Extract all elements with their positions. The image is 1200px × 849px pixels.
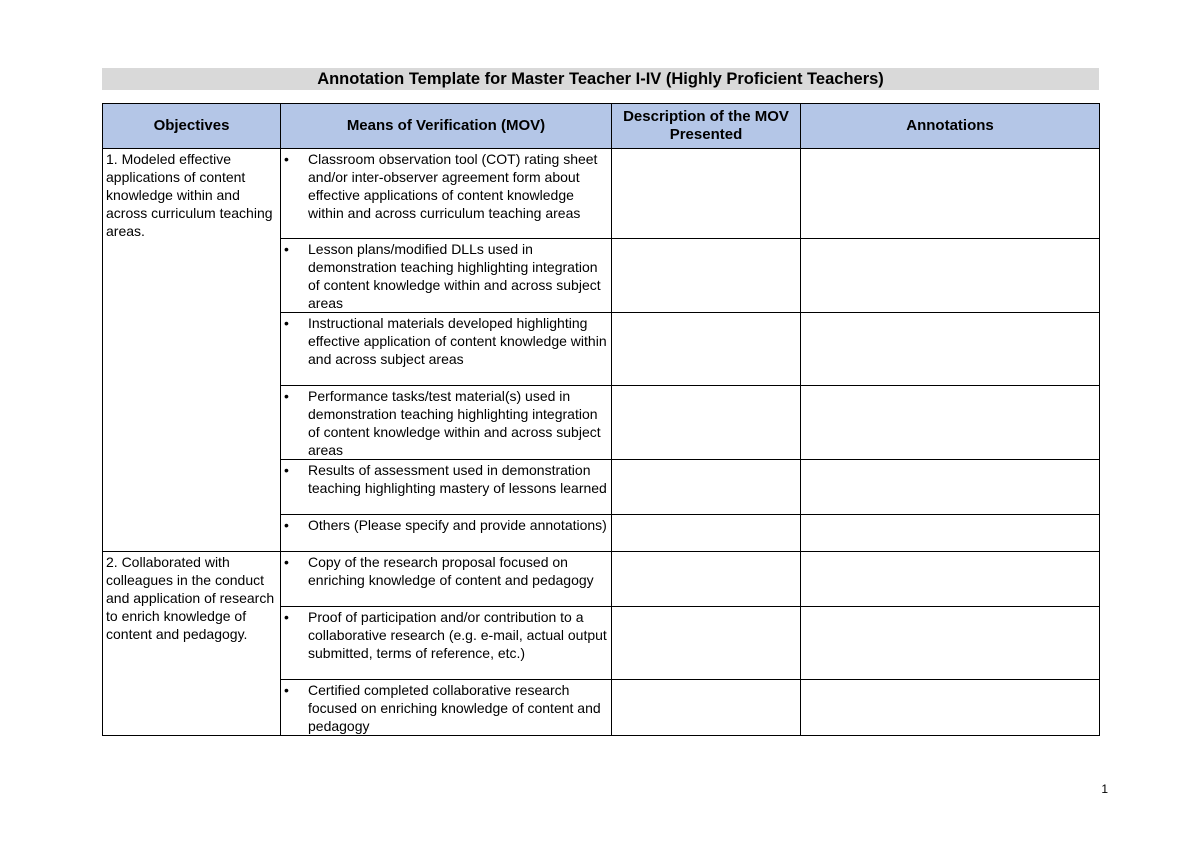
- mov-text: Certified completed collaborative research focused on enriching knowledge of content and pedagogy: [308, 682, 601, 734]
- mov-text: Proof of participation and/or contribution to a collaborative research (e.g. e-mail, actual output submitted, terms of reference, etc.): [308, 609, 607, 661]
- annotation-cell[interactable]: [801, 460, 1100, 515]
- mov-text: Results of assessment used in demonstration teaching highlighting mastery of lessons learned: [308, 462, 607, 496]
- annotation-cell[interactable]: [801, 149, 1100, 239]
- description-cell[interactable]: [612, 239, 801, 313]
- table-row: [103, 149, 1100, 239]
- bullet-icon: •: [284, 609, 289, 625]
- mov-cell: [281, 460, 612, 515]
- table-header-row: [103, 104, 1100, 149]
- annotation-cell[interactable]: [801, 313, 1100, 386]
- annotation-cell[interactable]: [801, 552, 1100, 607]
- description-cell[interactable]: [612, 313, 801, 386]
- header-mov: Means of Verification (MOV): [281, 104, 612, 149]
- mov-cell: [281, 386, 612, 460]
- mov-text: Lesson plans/modified DLLs used in demonstration teaching highlighting integration of content knowledge within and across subject areas: [308, 241, 601, 311]
- annotation-cell[interactable]: [801, 239, 1100, 313]
- header-description: Description of the MOV Presented: [612, 104, 801, 149]
- bullet-icon: •: [284, 241, 289, 257]
- annotation-cell[interactable]: [801, 680, 1100, 736]
- bullet-icon: •: [284, 517, 289, 533]
- mov-text: Classroom observation tool (COT) rating sheet and/or inter-observer agreement form about effective applications of content knowledge within and across curriculum teaching areas: [308, 151, 598, 221]
- annotation-cell[interactable]: [801, 607, 1100, 680]
- description-cell[interactable]: [612, 460, 801, 515]
- mov-cell: [281, 239, 612, 313]
- description-cell[interactable]: [612, 552, 801, 607]
- bullet-icon: •: [284, 315, 289, 331]
- bullet-icon: •: [284, 151, 289, 167]
- description-cell[interactable]: [612, 607, 801, 680]
- annotation-table: [102, 103, 1100, 736]
- header-objectives: Objectives: [103, 104, 281, 149]
- mov-cell: [281, 149, 612, 239]
- mov-text: Performance tasks/test material(s) used in demonstration teaching highlighting integration of content knowledge within and across subject areas: [308, 388, 601, 458]
- objective-cell: 1. Modeled effective applications of content knowledge within and across curriculum teaching areas.: [103, 149, 281, 552]
- mov-cell: [281, 552, 612, 607]
- mov-text: Copy of the research proposal focused on enriching knowledge of content and pedagogy: [308, 554, 594, 588]
- mov-text: Others (Please specify and provide annotations): [308, 517, 607, 533]
- bullet-icon: •: [284, 388, 289, 404]
- mov-cell: [281, 515, 612, 552]
- description-cell[interactable]: [612, 680, 801, 736]
- bullet-icon: •: [284, 682, 289, 698]
- description-cell[interactable]: [612, 149, 801, 239]
- mov-cell: [281, 313, 612, 386]
- mov-text: Instructional materials developed highlighting effective application of content knowledge within and across subject areas: [308, 315, 607, 367]
- bullet-icon: •: [284, 554, 289, 570]
- description-cell[interactable]: [612, 386, 801, 460]
- mov-cell: [281, 607, 612, 680]
- mov-cell: [281, 680, 612, 736]
- table-row: [103, 552, 1100, 607]
- description-cell[interactable]: [612, 515, 801, 552]
- document-title: Annotation Template for Master Teacher I-IV (Highly Proficient Teachers): [102, 68, 1099, 90]
- annotation-cell[interactable]: [801, 386, 1100, 460]
- objective-cell: 2. Collaborated with colleagues in the conduct and application of research to enrich knowledge of content and pedagogy.: [103, 552, 281, 736]
- bullet-icon: •: [284, 462, 289, 478]
- header-annotations: Annotations: [801, 104, 1100, 149]
- annotation-cell[interactable]: [801, 515, 1100, 552]
- page-number: 1: [1101, 782, 1108, 796]
